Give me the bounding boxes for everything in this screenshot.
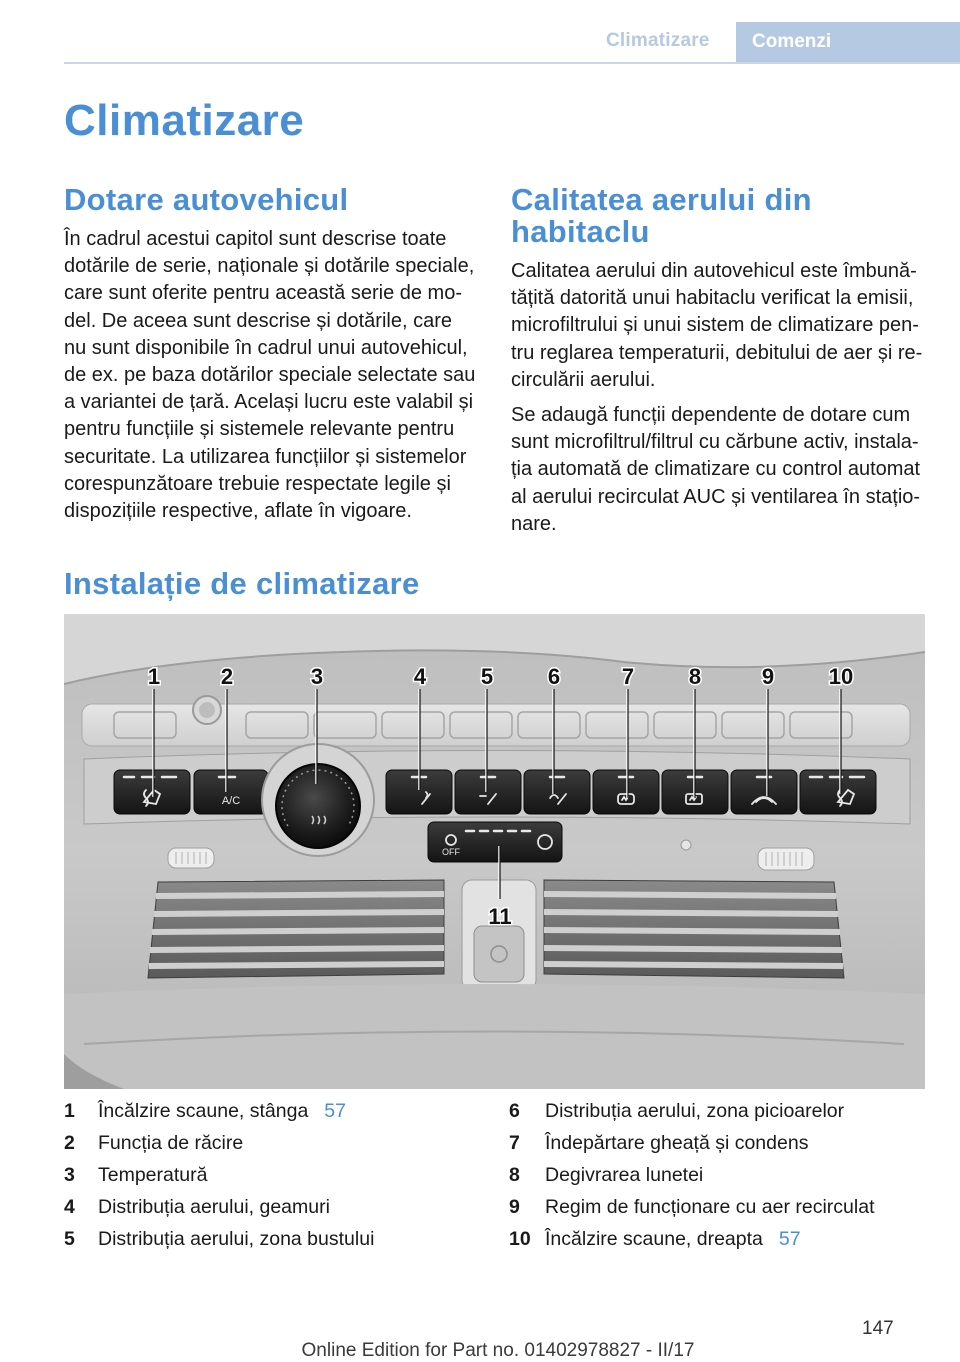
callout-6: 6: [547, 664, 561, 689]
heading-dotare: Dotare autovehicul: [64, 182, 349, 217]
legend-item: [509, 1100, 929, 1132]
legend-text: Încălzire scaune, stânga: [98, 1100, 309, 1122]
climate-panel-figure: [64, 614, 925, 1089]
callout-1: 1: [147, 664, 161, 689]
legend-number: 9: [509, 1196, 520, 1218]
legend-number: 8: [509, 1164, 520, 1186]
heading-instalatie: Instalație de climatizare: [64, 566, 420, 601]
legend-text: Distribuția aerului, zona bustului: [98, 1228, 375, 1250]
legend-text: Îndepărtare gheață și condens: [545, 1132, 809, 1154]
legend-item: [64, 1164, 484, 1196]
legend-text: Degivrarea lunetei: [545, 1164, 704, 1186]
legend-text: Regim de funcționare cu aer recirculat: [545, 1196, 875, 1218]
legend-item: [64, 1132, 484, 1164]
legend-item: [509, 1164, 929, 1196]
callout-11: 11: [488, 904, 512, 929]
header-tab-comenzi[interactable]: Comenzi: [736, 22, 960, 62]
paragraph-calitate-2: Se adaugă funcții dependente de dotare cum sunt microfiltrul/filtrul cu cărbune activ, instala- ția automată de climatizare cu control automat al aerului recirculat AUC și ventilarea în stațio- nare.: [511, 404, 921, 535]
heading-calitatea-aerului: Calitatea aerului din habitaclu: [511, 182, 812, 249]
legend-item: [509, 1228, 929, 1260]
page-ref-link[interactable]: 57: [324, 1100, 346, 1122]
callout-3: 3: [310, 664, 324, 689]
legend-number: 3: [64, 1164, 75, 1186]
off-button-label: OFF: [442, 847, 460, 857]
legend-number: 4: [64, 1196, 75, 1218]
callout-9: 9: [761, 664, 775, 689]
legend-number: 6: [509, 1100, 520, 1122]
legend-text: Distribuția aerului, geamuri: [98, 1196, 330, 1218]
paragraph-calitate-1: Calitatea aerului din autovehicul este îmbună- tățită datorită unui habitaclu verificat la emisii, microfiltrului și unui sistem de climatizare pen- tru reglarea temperaturii, debitului de aer și re- circulării aerului.: [511, 260, 923, 391]
legend-item: [64, 1228, 484, 1260]
legend-number: 7: [509, 1132, 520, 1154]
page-title: Climatizare: [64, 96, 305, 145]
callout-5: 5: [480, 664, 494, 689]
legend-left: [64, 1100, 484, 1260]
callout-8: 8: [688, 664, 702, 689]
legend-text: Funcția de răcire: [98, 1132, 244, 1154]
page-ref-link[interactable]: 57: [778, 1228, 801, 1250]
legend-number: 1: [64, 1100, 75, 1122]
legend-number: 10: [509, 1228, 531, 1250]
page-number: 147: [862, 1318, 894, 1339]
footer-edition: Online Edition for Part no. 01402978827 - II/17: [301, 1340, 695, 1361]
legend-text: Temperatură: [98, 1164, 208, 1186]
callout-10: 10: [828, 664, 854, 689]
legend-text: Distribuția aerului, zona picioarelor: [545, 1100, 845, 1122]
callout-4: 4: [413, 664, 427, 689]
callout-2: 2: [220, 664, 234, 689]
header-section-label: Climatizare: [606, 30, 710, 51]
header-divider: [64, 62, 960, 64]
legend-text: Încălzire scaune, dreapta: [545, 1228, 763, 1250]
legend-number: 5: [64, 1228, 75, 1250]
right-column: [511, 184, 925, 546]
legend-item: [509, 1196, 929, 1228]
paragraph-dotare: În cadrul acestui capitol sunt descrise toate dotările de serie, naționale și dotările speciale, care sunt oferite pentru această serie de mo- del. De aceea sunt descrise și dotările, care nu sunt disponibile în cadrul unui autovehicul, de ex. pe baza dotărilor speciale selectate sau a variantei de țară. Același lucru este valabil și pentru funcțiile și sistemele relevante pentru securitate. La utilizarea funcțiilor și sistemelor corespunzătoare trebuie respectate legile și dispozițiile respective, aflate în vigoare.: [64, 228, 476, 523]
left-column: [64, 184, 476, 533]
ac-button-label: A/C: [221, 795, 241, 807]
callout-7: 7: [621, 664, 635, 689]
legend-right: [509, 1100, 929, 1260]
legend-item: [64, 1100, 484, 1132]
legend-item: [64, 1196, 484, 1228]
legend-number: 2: [64, 1132, 75, 1154]
legend-item: [509, 1132, 929, 1164]
